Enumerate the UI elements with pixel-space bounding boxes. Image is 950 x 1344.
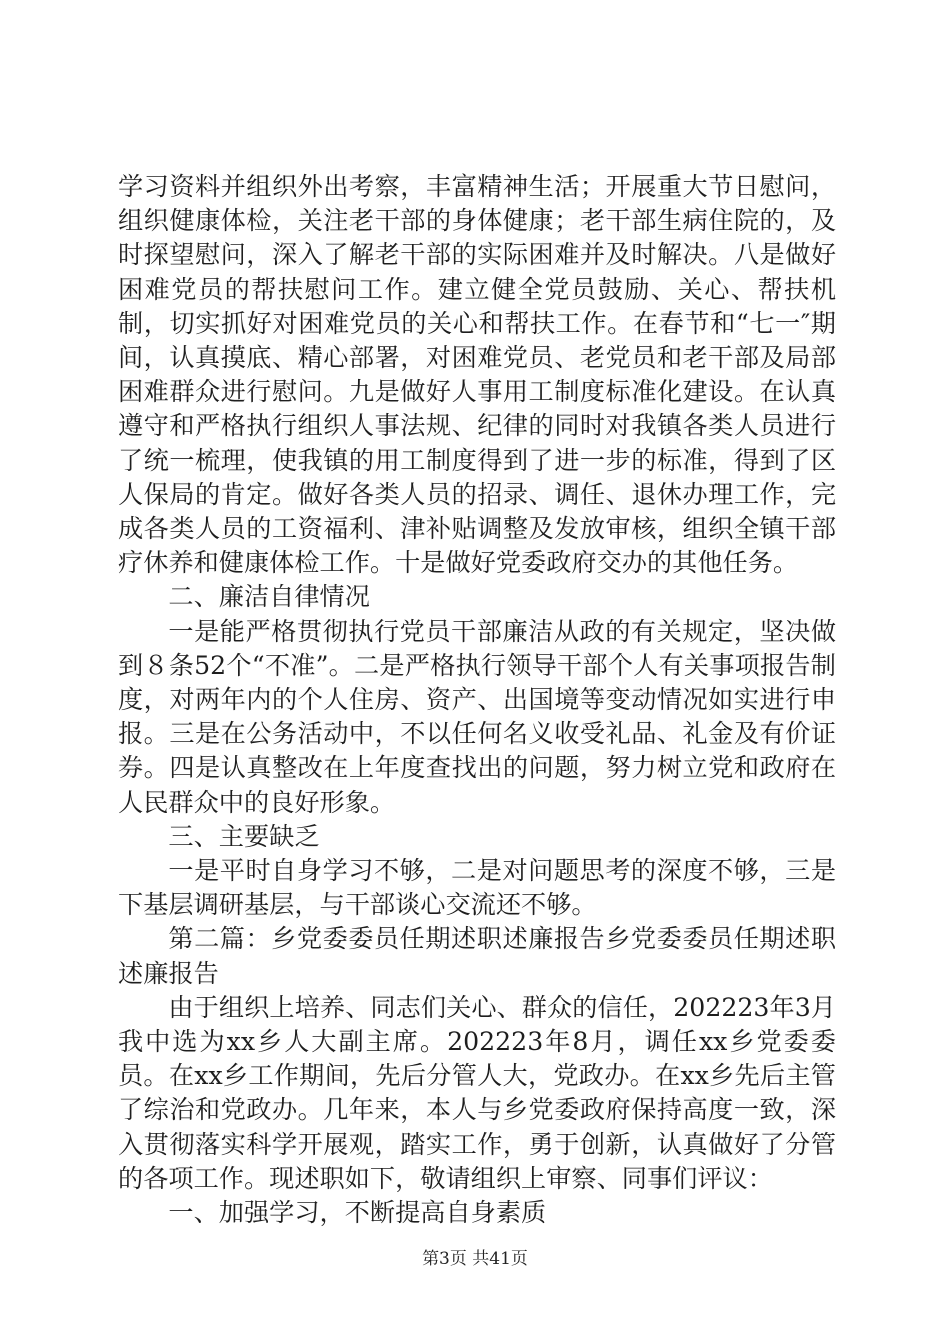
section-heading: 一、加强学习，不断提高自身素质	[168, 1198, 547, 1228]
paragraph: 一是平时自身学习不够，二是对问题思考的深度不够，三是下基层调研基层，与干部谈心交流还不够。	[118, 856, 836, 920]
paragraph: 一是能严格贯彻执行党员干部廉洁从政的有关规定，坚决做到８条52个“不准”。二是严格执行领导干部个人有关事项报告制度，对两年内的个人住房、资产、出国境等变动情况如实进行申报。三是在公务活动中，不以任何名义收受礼品、礼金及有价证券。四是认真整改在上年度查找出的问题，努力树立党和政府在人民群众中的良好形象。	[118, 616, 836, 817]
section-heading: 三、主要缺乏	[168, 821, 320, 851]
page-number-footer: 第3页 共41页	[422, 1249, 528, 1269]
paragraph: 由于组织上培养、同志们关心、群众的信任，202223年3月我中选为xx乡人大副主席。202223年8月，调任xx乡党委委员。在xx乡工作期间，先后分管人大，党政办。在xx乡先后主管了综治和党政办。几年来，本人与乡党委政府保持高度一致，深入贯彻落实科学开展观，踏实工作，勇于创新，认真做好了分管的各项工作。现述职如下，敬请组织上审察、同事们评议：	[118, 992, 836, 1193]
body-text	[118, 170, 836, 1230]
paragraph: 学习资料并组织外出考察，丰富精神生活；开展重大节日慰问，组织健康体检，关注老干部的身体健康；老干部生病住院的，及时探望慰问，深入了解老干部的实际困难并及时解决。八是做好困难党员的帮扶慰问工作。建立健全党员鼓励、关心、帮扶机制，切实抓好对困难党员的关心和帮扶工作。在春节和“七一″期间，认真摸底、精心部署，对困难党员、老党员和老干部及局部困难群众进行慰问。九是做好人事用工制度标准化建设。在认真遵守和严格执行组织人事法规、纪律的同时对我镇各类人员进行了统一梳理，使我镇的用工制度得到了进一步的标准，得到了区人保局的肯定。做好各类人员的招录、调任、退休办理工作，完成各类人员的工资福利、津补贴调整及发放审核，组织全镇干部疗休养和健康体检工作。十是做好党委政府交办的其他任务。	[118, 172, 836, 578]
section-heading: 二、廉洁自律情况	[168, 582, 370, 612]
paragraph: 第二篇：乡党委委员任期述职述廉报告乡党委委员任期述职述廉报告	[118, 924, 836, 988]
